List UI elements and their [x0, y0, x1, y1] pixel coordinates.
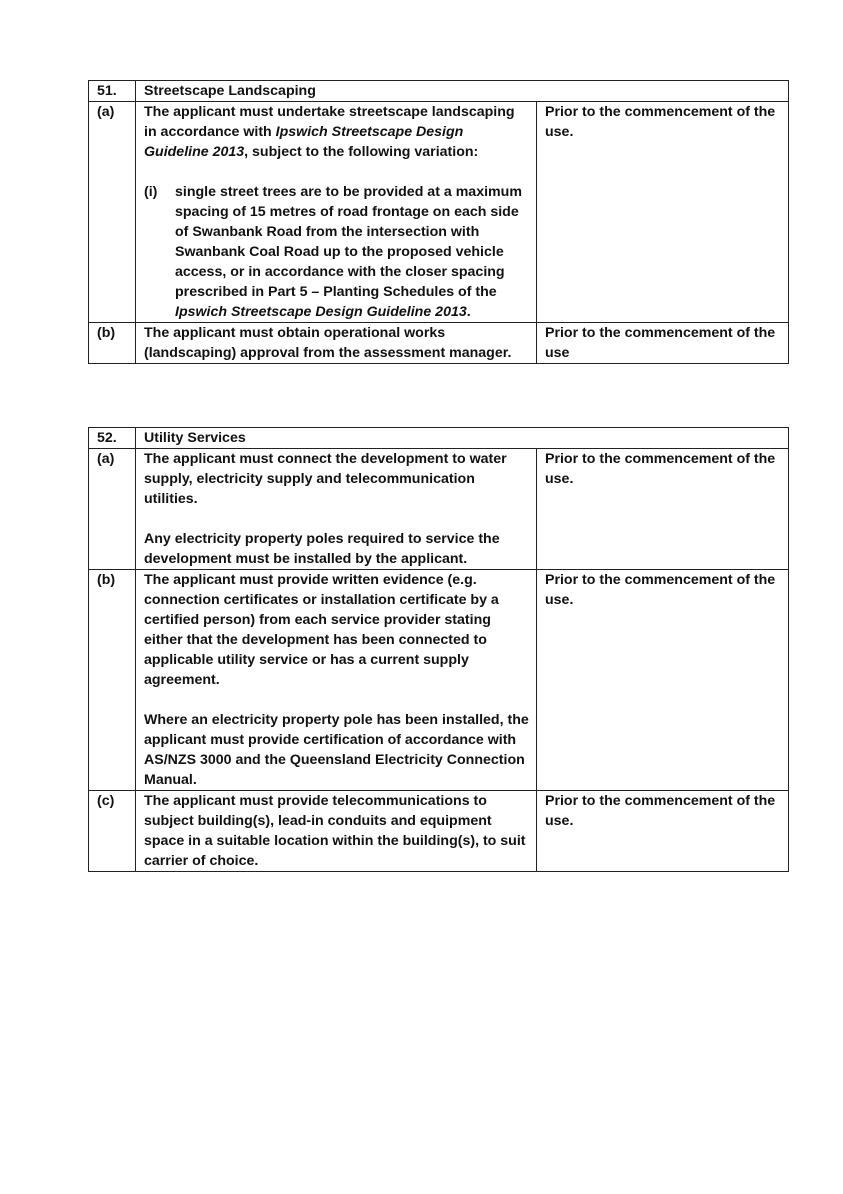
condition-item-row — [89, 570, 789, 791]
sub-item-reference: Ipswich Streetscape Design Guideline 2013 — [175, 304, 467, 320]
item-requirement: The applicant must obtain operational works (landscaping) approval from the assessment manager. — [136, 323, 537, 364]
item-label: (a) — [89, 102, 136, 323]
sub-item-end: . — [466, 304, 471, 320]
item-timing: Prior to the commencement of the use. — [537, 102, 789, 323]
requirement-reference: Ipswich Streetscape Design Guideline 2013 — [144, 124, 464, 160]
item-label: (b) — [89, 323, 136, 364]
item-requirement — [136, 102, 537, 323]
sub-item-label: (i) — [144, 184, 158, 200]
requirement-paragraph: Where an electricity property pole has been installed, the applicant must provide certification of accordance with AS/NZS 3000 and the Queensland Electricity Connection Manual. — [144, 712, 529, 788]
condition-table-52 — [88, 427, 789, 872]
item-label: (b) — [89, 570, 136, 791]
condition-number: 52. — [89, 428, 136, 449]
requirement-text: The applicant must undertake streetscape landscaping in accordance with — [144, 104, 515, 140]
condition-title: Streetscape Landscaping — [136, 81, 789, 102]
condition-table-51 — [88, 80, 789, 364]
requirement-paragraph: The applicant must provide telecommunications to subject building(s), lead-in conduits and equipment space in a suitable location within the building(s), to suit carrier of choice. — [144, 793, 526, 869]
item-timing: Prior to the commencement of the use. — [537, 449, 789, 570]
item-label: (c) — [89, 791, 136, 872]
item-label: (a) — [89, 449, 136, 570]
sub-item — [144, 182, 530, 322]
requirement-paragraph: The applicant must connect the development to water supply, electricity supply and telecommunication utilities. — [144, 451, 507, 507]
sub-item-body: single street trees are to be provided at a maximum spacing of 15 metres of road frontage on each side of Swanbank Road from the intersection with Swanbank Coal Road up to the proposed vehicle access, or in accordance with the closer spacing prescribed in Part 5 – Planting Schedules of the — [175, 184, 522, 300]
item-requirement — [136, 570, 537, 791]
condition-item-row — [89, 323, 789, 364]
condition-item-row — [89, 102, 789, 323]
item-requirement — [136, 791, 537, 872]
requirement-paragraph: The applicant must provide written evidence (e.g. connection certificates or installation certificate by a certified person) from each service provider stating either that the development has been connected to applicable utility service or has a current supply agreement. — [144, 572, 499, 688]
item-timing: Prior to the commencement of the use. — [537, 791, 789, 872]
sub-item-text — [175, 182, 530, 322]
item-timing: Prior to the commencement of the use — [537, 323, 789, 364]
condition-header-row — [89, 81, 789, 102]
condition-number: 51. — [89, 81, 136, 102]
item-requirement — [136, 449, 537, 570]
requirement-text-end: , subject to the following variation: — [244, 144, 479, 160]
condition-item-row — [89, 791, 789, 872]
condition-title: Utility Services — [136, 428, 789, 449]
requirement-paragraph — [144, 102, 530, 162]
item-timing: Prior to the commencement of the use. — [537, 570, 789, 791]
condition-header-row — [89, 428, 789, 449]
condition-item-row — [89, 449, 789, 570]
requirement-paragraph: Any electricity property poles required to service the development must be installed by the applicant. — [144, 531, 500, 567]
